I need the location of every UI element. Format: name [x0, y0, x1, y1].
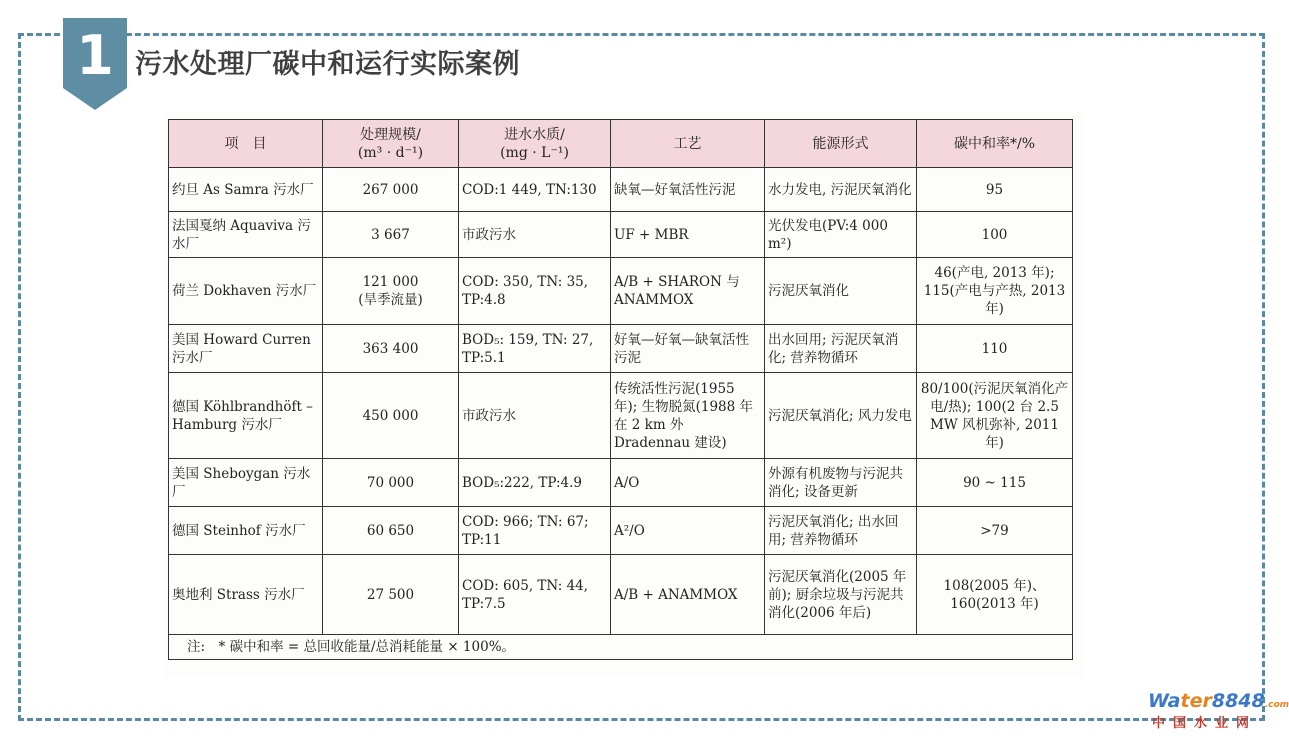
cell-energy: 污泥厌氧消化; 出水回用; 营养物循环: [765, 507, 917, 555]
cell-process: A/B + ANAMMOX: [611, 555, 765, 635]
cell-ratio: 95: [917, 168, 1073, 212]
slide-title: 污水处理厂碳中和运行实际案例: [135, 49, 520, 80]
table-image: [163, 112, 1085, 678]
column-header-unit: (mg · L⁻¹): [500, 144, 569, 161]
cell-energy: 光伏发电(PV:4 000 m²): [765, 212, 917, 258]
cell-energy: 污泥厌氧消化; 风力发电: [765, 373, 917, 459]
table-header-row: [169, 120, 1073, 168]
table-row: [169, 373, 1073, 459]
cell-energy: 污泥厌氧消化: [765, 258, 917, 325]
column-header-label: 能源形式: [812, 135, 869, 152]
cell-scale: 60 650: [323, 507, 459, 555]
cell-project: 奥地利 Strass 污水厂: [169, 555, 323, 635]
watermark-brand: Water8848.com: [1148, 690, 1289, 712]
cell-process: 传统活性污泥(1955 年); 生物脱氮(1988 年在 2 km 外 Dradennau 建设): [611, 373, 765, 459]
cell-ratio: 108(2005 年)、 160(2013 年): [917, 555, 1073, 635]
table-row: [169, 168, 1073, 212]
column-header: [459, 120, 611, 168]
table-body: [169, 168, 1073, 660]
cell-ratio: 46(产电, 2013 年); 115(产电与产热, 2013 年): [917, 258, 1073, 325]
cell-ratio: 100: [917, 212, 1073, 258]
cell-scale: 70 000: [323, 459, 459, 507]
section-badge: [63, 18, 127, 110]
cell-ratio: >79: [917, 507, 1073, 555]
cell-project: 荷兰 Dokhaven 污水厂: [169, 258, 323, 325]
cell-scale: 27 500: [323, 555, 459, 635]
cell-process: UF + MBR: [611, 212, 765, 258]
table-row: [169, 258, 1073, 325]
cell-project: 美国 Howard Curren 污水厂: [169, 325, 323, 373]
column-header: [611, 120, 765, 168]
cell-scale: 363 400: [323, 325, 459, 373]
cell-scale: 121 000 (旱季流量): [323, 258, 459, 325]
watermark-subtitle: 中国水业网: [1152, 716, 1258, 731]
cell-process: 缺氧—好氧活性污泥: [611, 168, 765, 212]
cell-energy: 出水回用; 污泥厌氧消化; 营养物循环: [765, 325, 917, 373]
cell-project: 法国戛纳 Aquaviva 污水厂: [169, 212, 323, 258]
table-row: [169, 507, 1073, 555]
table-row: [169, 212, 1073, 258]
cell-process: 好氧—好氧—缺氧活性污泥: [611, 325, 765, 373]
case-table: [168, 119, 1073, 660]
cell-influent: 市政污水: [459, 212, 611, 258]
cell-ratio: 80/100(污泥厌氧消化产电/热); 100(2 台 2.5 MW 风机弥补, 2011 年): [917, 373, 1073, 459]
column-header: [917, 120, 1073, 168]
cell-energy: 污泥厌氧消化(2005 年前); 厨余垃圾与污泥共消化(2006 年后): [765, 555, 917, 635]
cell-influent: BOD₅:222, TP:4.9: [459, 459, 611, 507]
column-header-label: 处理规模/: [360, 126, 421, 143]
cell-process: A/O: [611, 459, 765, 507]
cell-process: A²/O: [611, 507, 765, 555]
watermark-logo: [1148, 690, 1289, 732]
cell-project: 德国 Köhlbrandhöft – Hamburg 污水厂: [169, 373, 323, 459]
cell-ratio: 90 ~ 115: [917, 459, 1073, 507]
cell-energy: 外源有机废物与污泥共消化; 设备更新: [765, 459, 917, 507]
cell-scale: 267 000: [323, 168, 459, 212]
cell-influent: COD: 350, TN: 35, TP:4.8: [459, 258, 611, 325]
table-note-row: [169, 635, 1073, 660]
column-header: [169, 120, 323, 168]
cell-influent: COD:1 449, TN:130: [459, 168, 611, 212]
cell-energy: 水力发电, 污泥厌氧消化: [765, 168, 917, 212]
cell-project: 约旦 As Samra 污水厂: [169, 168, 323, 212]
cell-process: A/B + SHARON 与 ANAMMOX: [611, 258, 765, 325]
table-note: 注: * 碳中和率 = 总回收能量/总消耗能量 × 100%。: [169, 635, 1073, 660]
cell-scale: 3 667: [323, 212, 459, 258]
cell-influent: COD: 966; TN: 67; TP:11: [459, 507, 611, 555]
cell-scale: 450 000: [323, 373, 459, 459]
column-header: [765, 120, 917, 168]
column-header-label: 项 目: [224, 135, 267, 152]
cell-influent: 市政污水: [459, 373, 611, 459]
cell-influent: BOD₅: 159, TN: 27, TP:5.1: [459, 325, 611, 373]
cell-project: 德国 Steinhof 污水厂: [169, 507, 323, 555]
column-header-label: 碳中和率*/%: [953, 135, 1036, 152]
table-row: [169, 555, 1073, 635]
section-number: 1: [76, 24, 114, 87]
table-row: [169, 459, 1073, 507]
cell-ratio: 110: [917, 325, 1073, 373]
column-header-unit: (m³ · d⁻¹): [357, 144, 424, 161]
column-header-label: 工艺: [673, 135, 702, 152]
table-row: [169, 325, 1073, 373]
column-header: [323, 120, 459, 168]
column-header-label: 进水水质/: [504, 126, 565, 143]
cell-influent: COD: 605, TN: 44, TP:7.5: [459, 555, 611, 635]
cell-project: 美国 Sheboygan 污水厂: [169, 459, 323, 507]
